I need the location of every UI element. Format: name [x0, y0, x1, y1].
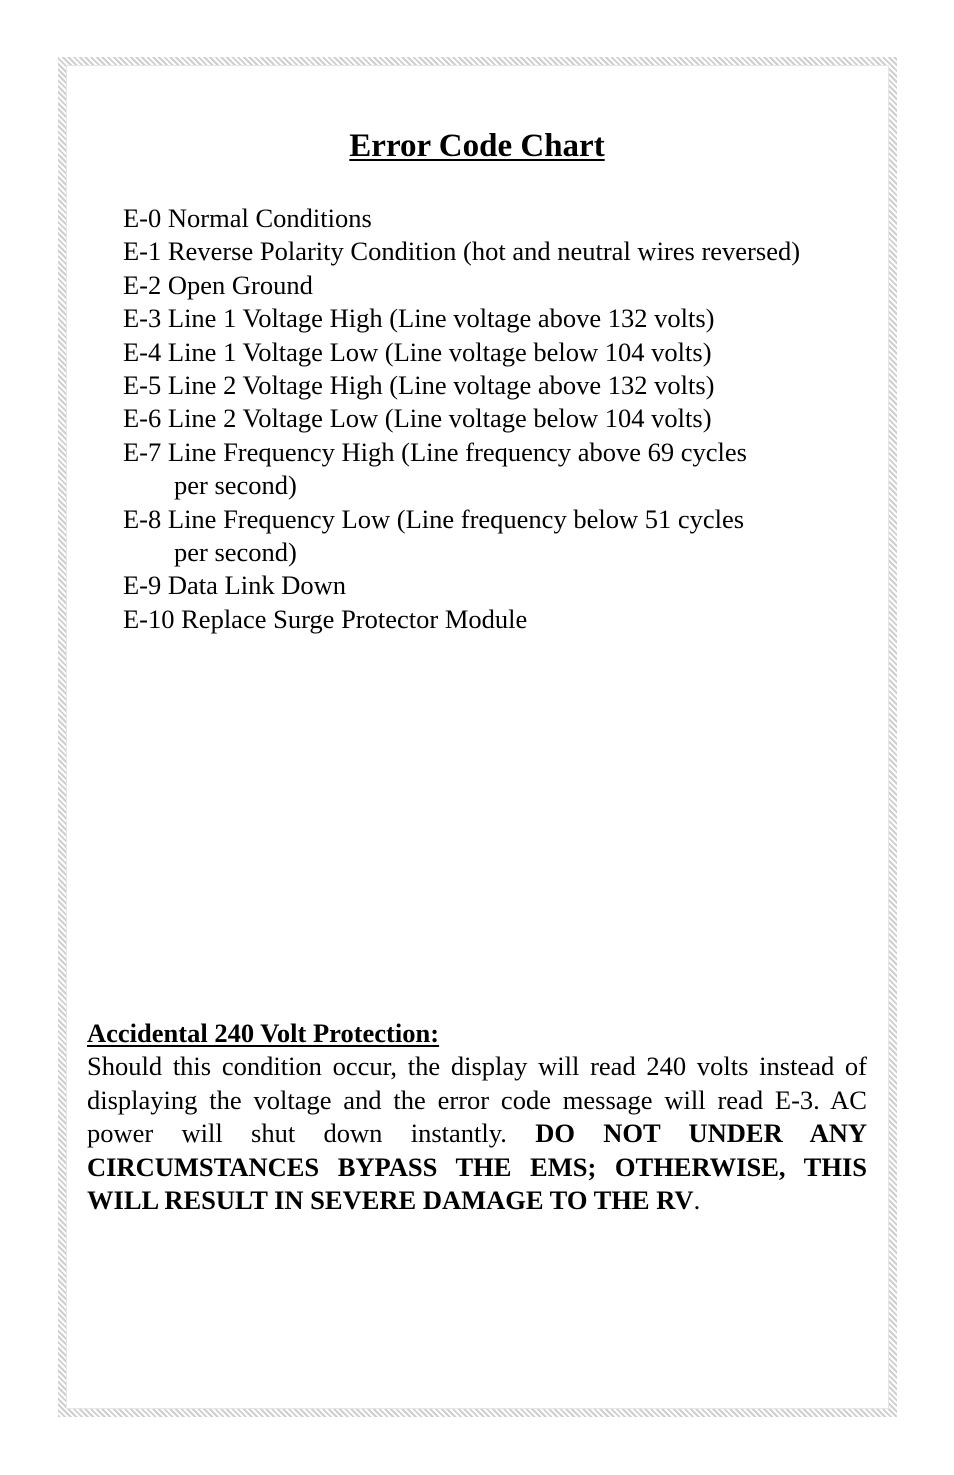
error-code-item: E-6 Line 2 Voltage Low (Line voltage below 104 volts) [123, 403, 712, 434]
error-code-item: E-7 Line Frequency High (Line frequency above 69 cycles [123, 436, 747, 467]
section-heading: Accidental 240 Volt Protection: [87, 1018, 440, 1048]
error-code-item-continuation: per second) [174, 470, 297, 501]
error-code-item-continuation: per second) [174, 537, 297, 568]
warning-text: DO NOT UNDER ANY CIRCUMSTANCES BYPASS THE EMS; OTHERWISE, THIS WILL RESULT IN SEVERE DAMAGE TO THE RV [87, 1118, 867, 1216]
section-body-ending: . [693, 1185, 701, 1216]
error-code-item: E-9 Data Link Down [123, 570, 346, 601]
error-code-item: E-0 Normal Conditions [123, 203, 372, 233]
error-code-item: E-4 Line 1 Voltage Low (Line voltage below 104 volts) [123, 336, 712, 367]
protection-section [87, 1017, 867, 1217]
error-code-item: E-8 Line Frequency Low (Line frequency below 51 cycles [123, 503, 745, 534]
error-code-item: E-10 Replace Surge Protector Module [123, 603, 528, 634]
error-code-item: E-1 Reverse Polarity Condition (hot and neutral wires reversed) [123, 236, 801, 267]
error-code-item: E-2 Open Ground [123, 269, 313, 300]
error-code-item: E-5 Line 2 Voltage High (Line voltage above 132 volts) [123, 370, 715, 401]
page-title: Error Code Chart [349, 128, 605, 164]
error-code-item: E-3 Line 1 Voltage High (Line voltage above 132 volts) [123, 303, 715, 334]
page-title-block [0, 126, 954, 166]
section-body [87, 1050, 867, 1217]
section-body-text: Should this condition occur, the display will read 240 volts instead of displaying the voltage and the error code message will read E-3. AC power will shut down instantly. [87, 1051, 867, 1149]
error-code-list [123, 202, 883, 636]
